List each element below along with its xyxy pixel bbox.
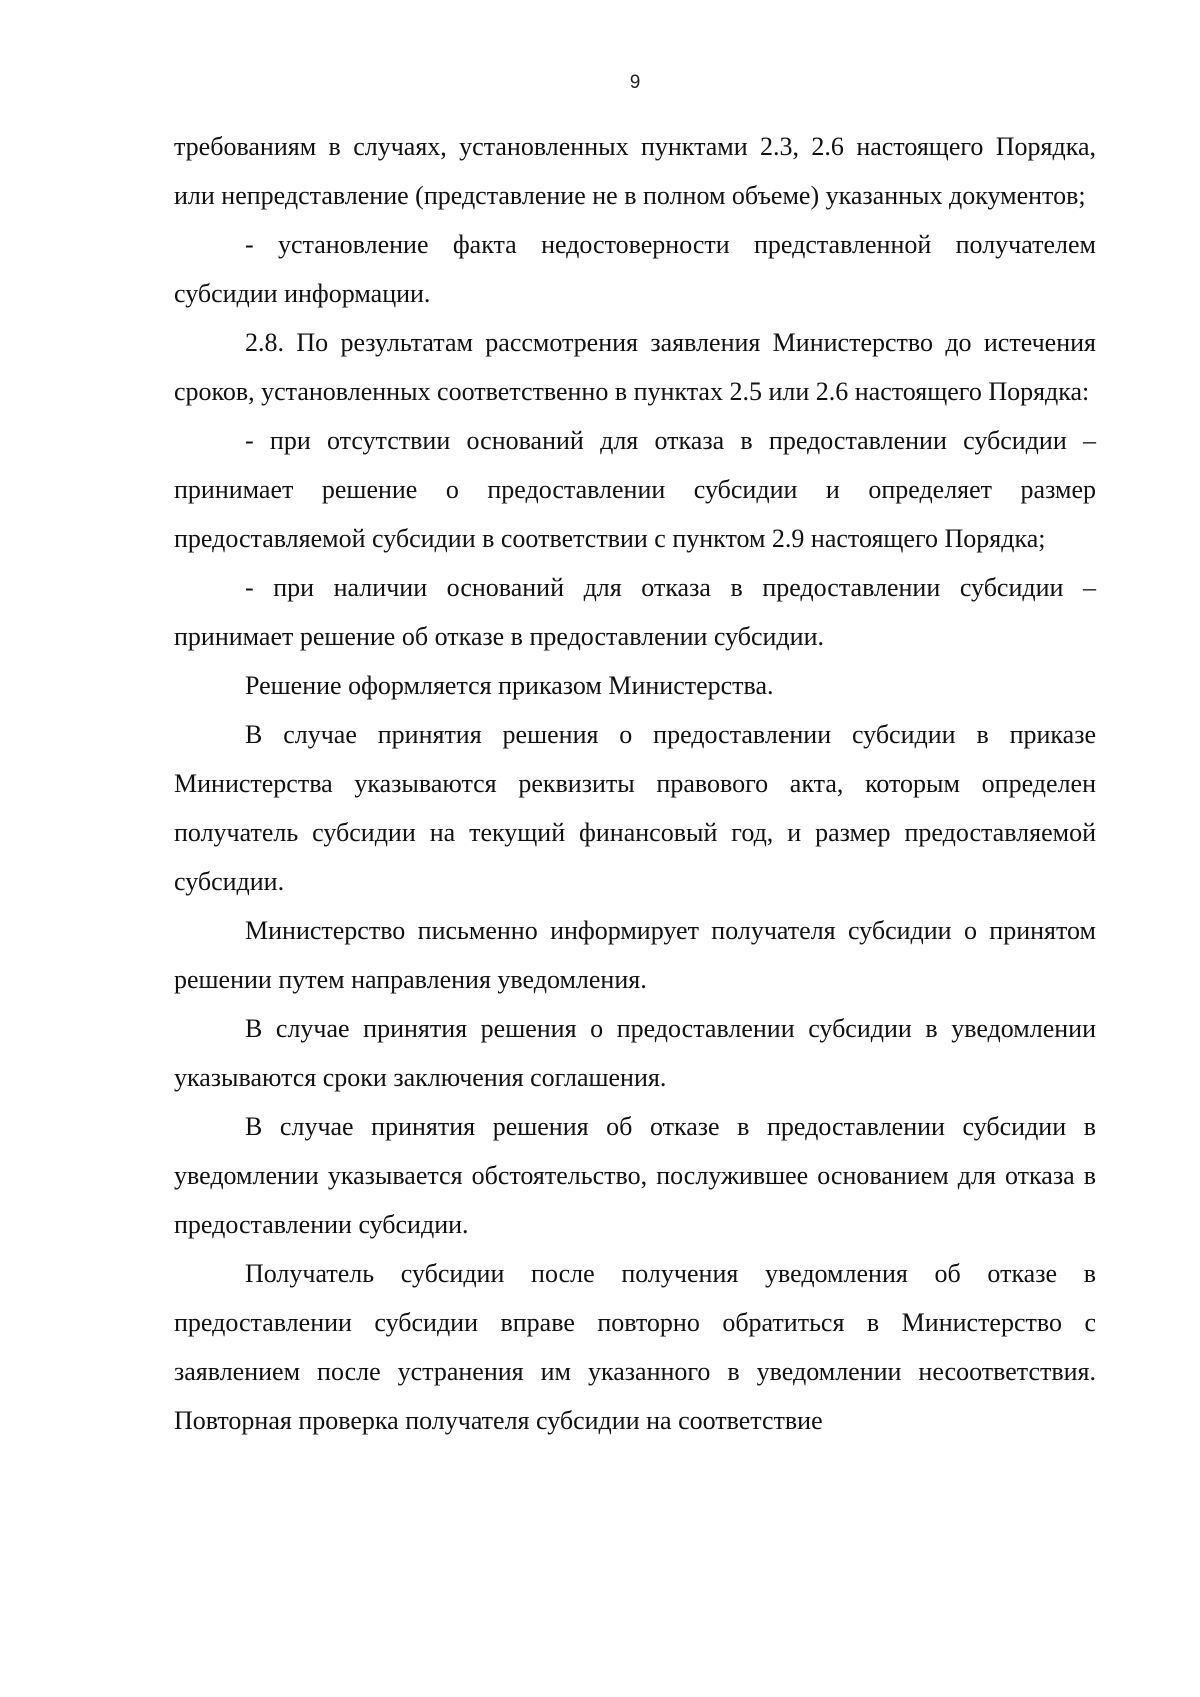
paragraph: - при отсутствии оснований для отказа в предоставлении субсидии – принимает решение о предоставлении субсидии и определяет размер предоставляемой субсидии в соответствии с пунктом 2.9 настоящего Порядка; (174, 426, 1096, 553)
paragraph: Решение оформляется приказом Министерства. (245, 671, 774, 700)
paragraph: - при наличии оснований для отказа в предоставлении субсидии – принимает решение об отказе в предоставлении субсидии. (174, 573, 1096, 651)
document-body (174, 122, 1096, 1445)
paragraph: В случае принятия решения о предоставлении субсидии в приказе Министерства указываются реквизиты правового акта, которым определен получатель субсидии на текущий финансовый год, и размер предоставляемой субсидии. (174, 720, 1096, 896)
paragraph: Получатель субсидии после получения уведомления об отказе в предоставлении субсидии вправе повторно обратиться в Министерство с заявлением после устранения им указанного в уведомлении несоответствия. Повторная проверка получателя субсидии на соответствие (174, 1259, 1096, 1435)
paragraph: В случае принятия решения об отказе в предоставлении субсидии в уведомлении указывается обстоятельство, послужившее основанием для отказа в предоставлении субсидии. (174, 1112, 1096, 1239)
paragraph: Министерство письменно информирует получателя субсидии о принятом решении путем направления уведомления. (174, 916, 1096, 994)
page-number: 9 (629, 72, 641, 93)
paragraph: - установление факта недостоверности представленной получателем субсидии информации. (174, 230, 1096, 308)
paragraph: В случае принятия решения о предоставлении субсидии в уведомлении указываются сроки заключения соглашения. (174, 1014, 1096, 1092)
paragraph-clause-2-8: 2.8. По результатам рассмотрения заявления Министерство до истечения сроков, установленных соответственно в пунктах 2.5 или 2.6 настоящего Порядка: (174, 328, 1096, 406)
paragraph-continuation: требованиям в случаях, установленных пунктами 2.3, 2.6 настоящего Порядка, или непредставление (представление не в полном объеме) указанных документов; (174, 132, 1096, 210)
